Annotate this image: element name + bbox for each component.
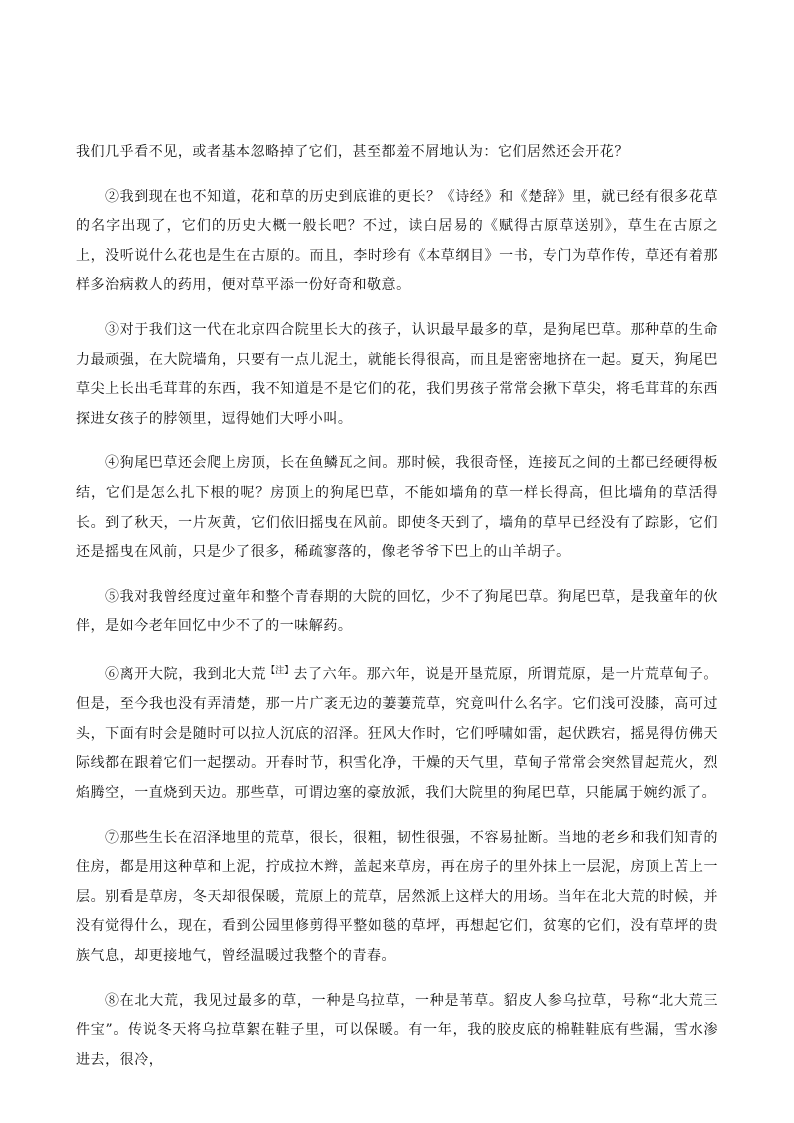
paragraph-4: ④狗尾巴草还会爬上房顶，长在鱼鳞瓦之间。那时候，我很奇怪，连接瓦之间的土都已经硬得板结，它们是怎么扎下根的呢？房顶上的狗尾巴草，不能如墙角的草一样长得高，但比墙角的草活得长。到了秋天，一片灰黄，它们依旧摇曳在风前。即使冬天到了，墙角的草早已经没有了踪影，它们还是摇曳在风前，只是少了很多，稀疏寥落的，像老爷爷下巴上的山羊胡子。 — [76, 455, 718, 561]
paragraph-8: ⑧在北大荒，我见过最多的草，一种是乌拉草，一种是苇草。貂皮人参乌拉草，号称“北大荒三件宝”。传说冬天将乌拉草絮在鞋子里，可以保暖。有一年，我的胶皮底的棉鞋鞋底有些漏，雪水渗进去，很冷， — [76, 992, 718, 1068]
paragraph-3: ③对于我们这一代在北京四合院里长大的孩子，认识最早最多的草，是狗尾巴草。那种草的生命力最顽强，在大院墙角，只要有一点儿泥土，就能长得很高，而且是密密地挤在一起。夏天，狗尾巴草尖上长出毛茸茸的东西，我不知道是不是它们的花，我们男孩子常常会揪下草尖，将毛茸茸的东西探进女孩子的脖领里，逗得她们大呼小叫。 — [76, 321, 718, 427]
footnote-marker: 【注】 — [266, 665, 294, 676]
paragraph-6 — [76, 657, 718, 809]
paragraph-5: ⑤我对我曾经度过童年和整个青春期的大院的回忆，少不了狗尾巴草。狗尾巴草，是我童年的伙伴，是如今老年回忆中少不了的一味解药。 — [76, 588, 718, 635]
paragraph-1: 我们几乎看不见，或者基本忽略掉了它们，甚至都羞不屑地认为：它们居然还会开花？ — [76, 144, 629, 160]
paragraph-6-after-note: 去了六年。那六年，说是开垦荒原，所谓荒原，是一片荒草甸子。但是，至今我也没有弄清楚，那一片广袤无边的萋萋荒草，究竟叫什么名字。它们浅可没膝，高可过头，下面有时会是随时可以拉人沉底的沼泽。狂风大作时，它们呼啸如雷，起伏跌宕，摇晃得仿佛天际线都在跟着它们一起摆动。开春时节，积雪化净，干燥的天气里，草甸子常常会突然冒起荒火，烈焰腾空，一直烧到天边。那些草，可谓边塞的豪放派，我们大院里的狗尾巴草，只能属于婉约派了。 — [76, 666, 718, 801]
paragraph-2: ②我到现在也不知道，花和草的历史到底谁的更长？《诗经》和《楚辞》里，就已经有很多花草的名字出现了，它们的历史大概一般长吧？不过，读白居易的《赋得古原草送别》，草生在古原之上，没听说什么花也是生在古原的。而且，李时珍有《本草纲目》一书，专门为草作传，草还有着那样多治病救人的药用，便对草平添一份好奇和敬意。 — [76, 188, 718, 294]
paragraph-6-before-note: ⑥离开大院，我到北大荒 — [105, 666, 267, 683]
paragraph-7: ⑦那些生长在沼泽地里的荒草，很长，很粗，韧性很强，不容易扯断。当地的老乡和我们知青的住房，都是用这种草和上泥，拧成拉木辫，盖起来草房，再在房子的里外抹上一层泥，房顶上苫上一层。别看是草房，冬天却很保暖，荒原上的荒草，居然派上这样大的用场。当年在北大荒的时候，并没有觉得什么，现在，看到公园里修剪得平整如毯的草坪，再想起它们，贫寒的它们，没有草坪的贵族气息，却更接地气，曾经温暖过我整个的青春。 — [76, 829, 718, 964]
article-body — [76, 138, 718, 1090]
